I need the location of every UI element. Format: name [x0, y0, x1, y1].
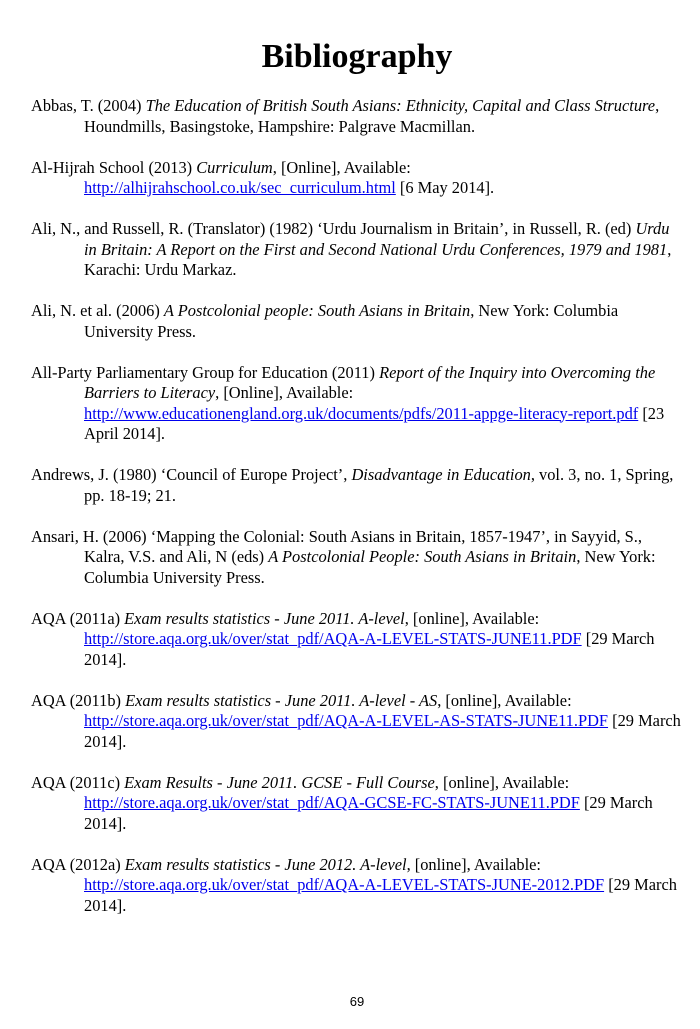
bibliography-work-title: Exam results statistics - June 2012. A-level	[124, 854, 407, 874]
bibliography-text: [23 April 2014].	[84, 403, 665, 443]
bibliography-work-title: The Education of British South Asians: Ethnicity, Capital and Class Structure	[145, 96, 656, 115]
bibliography-link[interactable]: http://alhijrahschool.co.uk/sec_curriculum.html	[84, 178, 396, 197]
bibliography-text: , Karachi: Urdu Markaz.	[84, 239, 672, 279]
bibliography-text: [29 March 2014].	[84, 875, 677, 915]
bibliography-text: , [Online], Available:	[215, 383, 354, 402]
bibliography-entry-ansari-2006	[31, 527, 685, 589]
bibliography-entry-al-hijrah-2013	[31, 158, 685, 199]
page-number: 69	[349, 994, 365, 1009]
bibliography-link[interactable]: http://store.aqa.org.uk/over/stat_pdf/AQA-A-LEVEL-STATS-JUNE-2012.PDF	[84, 875, 605, 894]
bibliography-text: , Houndmills, Basingstoke, Hampshire: Palgrave Macmillan.	[84, 96, 660, 136]
bibliography-text: [29 March 2014].	[84, 711, 681, 751]
bibliography-work-title: Disadvantage in Education	[351, 465, 531, 484]
bibliography-text: , New York: Columbia University Press.	[84, 301, 619, 341]
bibliography-entry-aqa-2011c	[31, 773, 685, 835]
page-title: Bibliography	[261, 38, 453, 75]
bibliography-list	[31, 96, 685, 937]
bibliography-entry-ali-russell-1982	[31, 219, 685, 281]
bibliography-link[interactable]: http://store.aqa.org.uk/over/stat_pdf/AQA-A-LEVEL-AS-STATS-JUNE11.PDF	[84, 711, 609, 730]
bibliography-text: AQA (2012a)	[31, 854, 125, 874]
bibliography-text: [29 March 2014].	[84, 793, 653, 833]
bibliography-text: , [Online], Available:	[272, 157, 411, 177]
bibliography-work-title: A Postcolonial People: South Asians in Britain	[268, 547, 577, 566]
bibliography-link[interactable]: http://www.educationengland.org.uk/documents/pdfs/2011-appge-literacy-report.pdf	[84, 403, 639, 423]
bibliography-work-title: A Postcolonial people: South Asians in Britain	[163, 301, 471, 320]
bibliography-text: Abbas, T. (2004)	[31, 96, 146, 115]
bibliography-text: AQA (2011b)	[31, 690, 126, 710]
bibliography-work-title: Curriculum	[196, 157, 273, 177]
bibliography-link[interactable]: http://store.aqa.org.uk/over/stat_pdf/AQA-GCSE-FC-STATS-JUNE11.PDF	[84, 793, 580, 812]
bibliography-text: Al-Hijrah School (2013)	[31, 157, 197, 177]
bibliography-text: , New York: Columbia University Press.	[84, 547, 656, 587]
bibliography-text: All-Party Parliamentary Group for Education (2011)	[31, 362, 380, 382]
bibliography-text: , vol. 3, no. 1, Spring, pp. 18-19; 21.	[84, 465, 674, 505]
bibliography-work-title: Exam Results - June 2011. GCSE - Full Course	[124, 772, 435, 792]
bibliography-text: Ali, N., and Russell, R. (Translator) (1982) ‘Urdu Journalism in Britain’, in Russell, R. (ed)	[31, 219, 636, 238]
bibliography-text: Ansari, H. (2006) ‘Mapping the Colonial: South Asians in Britain, 1857-1947’, in Sayyid, S., Kalra, V.S. and Ali, N (eds)	[31, 526, 642, 566]
bibliography-entry-aqa-2011b	[31, 691, 685, 753]
bibliography-entry-ali-2006	[31, 301, 685, 342]
bibliography-work-title: Exam results statistics - June 2011. A-level - AS	[125, 690, 438, 710]
bibliography-text: [29 March 2014].	[84, 629, 655, 669]
bibliography-text: AQA (2011a)	[31, 608, 125, 628]
bibliography-text: , [online], Available:	[406, 854, 541, 874]
bibliography-text: , [online], Available:	[437, 690, 572, 710]
bibliography-entry-andrews-1980	[31, 465, 685, 506]
bibliography-entry-appg-2011	[31, 363, 685, 445]
bibliography-text: , [online], Available:	[404, 608, 540, 628]
bibliography-text: Ali, N. et al. (2006)	[31, 301, 164, 320]
bibliography-work-title: Report of the Inquiry into Overcoming the Barriers to Literacy	[84, 362, 656, 402]
bibliography-entry-abbas-2004	[31, 96, 685, 137]
bibliography-text: AQA (2011c)	[31, 772, 125, 792]
bibliography-text: [6 May 2014].	[395, 178, 495, 197]
bibliography-work-title: Urdu in Britain: A Report on the First and Second National Urdu Conferences, 1979 and 1981	[84, 219, 670, 259]
bibliography-link[interactable]: http://store.aqa.org.uk/over/stat_pdf/AQA-A-LEVEL-STATS-JUNE11.PDF	[84, 629, 582, 648]
bibliography-text: Andrews, J. (1980) ‘Council of Europe Project’,	[31, 465, 352, 484]
bibliography-entry-aqa-2012a	[31, 855, 685, 917]
bibliography-work-title: Exam results statistics - June 2011. A-level	[124, 608, 405, 628]
bibliography-entry-aqa-2011a	[31, 609, 685, 671]
bibliography-text: , [online], Available:	[434, 772, 570, 792]
